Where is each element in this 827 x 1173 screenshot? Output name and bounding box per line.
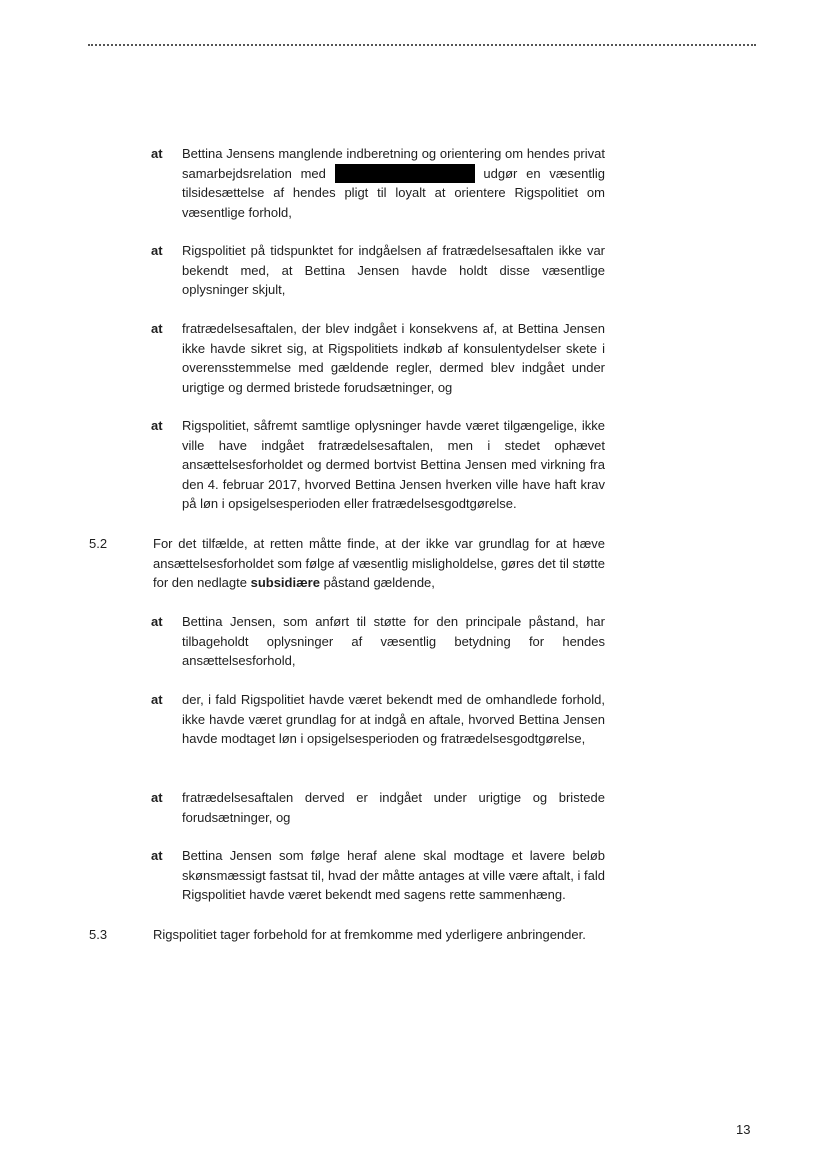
bullet-paragraph-2: Rigspolitiet på tidspunktet for indgåelsen af fratrædelsesaftalen ikke var bekendt med, at Bettina Jensen havde holdt disse væsentlige oplysninger skjult, <box>182 243 605 297</box>
page-number: 13 <box>736 1122 751 1137</box>
section-number-5-2: 5.2 <box>89 536 108 551</box>
bullet-paragraph-3: fratrædelsesaftalen, der blev indgået i konsekvens af, at Bettina Jensen ikke havde sikret sig, at Rigspolitiets indkøb af konsulentydelser skete i overensstemmelse med gældende regler, dermed blev indgået under urigtige og dermed bristede forudsætninger, og <box>182 321 605 395</box>
at-marker: at <box>151 692 163 707</box>
at-marker: at <box>151 146 163 161</box>
at-marker: at <box>151 418 163 433</box>
bullet-paragraph-8: Bettina Jensen som følge heraf alene skal modtage et lavere beløb skønsmæssigt fastsat til, hvad der måtte antages at ville være aftalt, i fald Rigspolitiet havde været bekendt med sagens rette sammenhæng. <box>182 848 605 902</box>
bullet-paragraph-6: der, i fald Rigspolitiet havde været bekendt med de omhandlede forhold, ikke havde været grundlag for at indgå en aftale, hvorved Bettina Jensen havde modtaget løn i opsigelsesperioden og fratrædelsesgodtgørelse, <box>182 692 605 746</box>
header-dotted-rule <box>88 44 756 46</box>
at-marker: at <box>151 848 163 863</box>
section-5-2-paragraph <box>153 534 605 593</box>
bullet-paragraph-1 <box>182 144 605 222</box>
bullet-1-text-start: Bettina Jensens manglende indberetning og orientering om hendes privat samarbejdsrelation med <box>182 146 605 181</box>
bullet-paragraph-5: Bettina Jensen, som anført til støtte for den principale påstand, har tilbageholdt oplysninger af væsentlig betydning for hendes ansættelsesforhold, <box>182 614 605 668</box>
at-marker: at <box>151 614 163 629</box>
section-5-2-text-start: For det tilfælde, at retten måtte finde, at der ikke var grundlag for at hæve ansættelsesforholdet som følge af væsentlig misligholdelse, gøres det til støtte for den nedlagte <box>153 536 605 590</box>
redaction-box <box>335 164 475 183</box>
section-5-3-paragraph: Rigspolitiet tager forbehold for at fremkomme med yderligere anbringender. <box>153 927 586 942</box>
at-marker: at <box>151 321 163 336</box>
section-number-5-3: 5.3 <box>89 927 108 942</box>
section-5-2-bold-term: subsidiære <box>250 575 320 590</box>
bullet-paragraph-7: fratrædelsesaftalen derved er indgået under urigtige og bristede forudsætninger, og <box>182 790 605 825</box>
section-5-2-text-end: påstand gældende, <box>323 575 435 590</box>
bullet-paragraph-4: Rigspolitiet, såfremt samtlige oplysninger havde været tilgængelige, ikke ville have indgået fratrædelsesaftalen, men i stedet ophævet ansættelsesforholdet og dermed bortvist Bettina Jensen med virkning fra den 4. februar 2017, hvorved Bettina Jensen hverken ville have haft krav på løn i opsigelsesperioden eller fratrædelsesgodtgørelse. <box>182 418 605 511</box>
at-marker: at <box>151 243 163 258</box>
at-marker: at <box>151 790 163 805</box>
bullet-1-text-end: udgør en væsentlig tilsidesættelse af hendes pligt til loyalt at orientere Rigspolitiet om væsentlige forhold, <box>182 165 605 220</box>
